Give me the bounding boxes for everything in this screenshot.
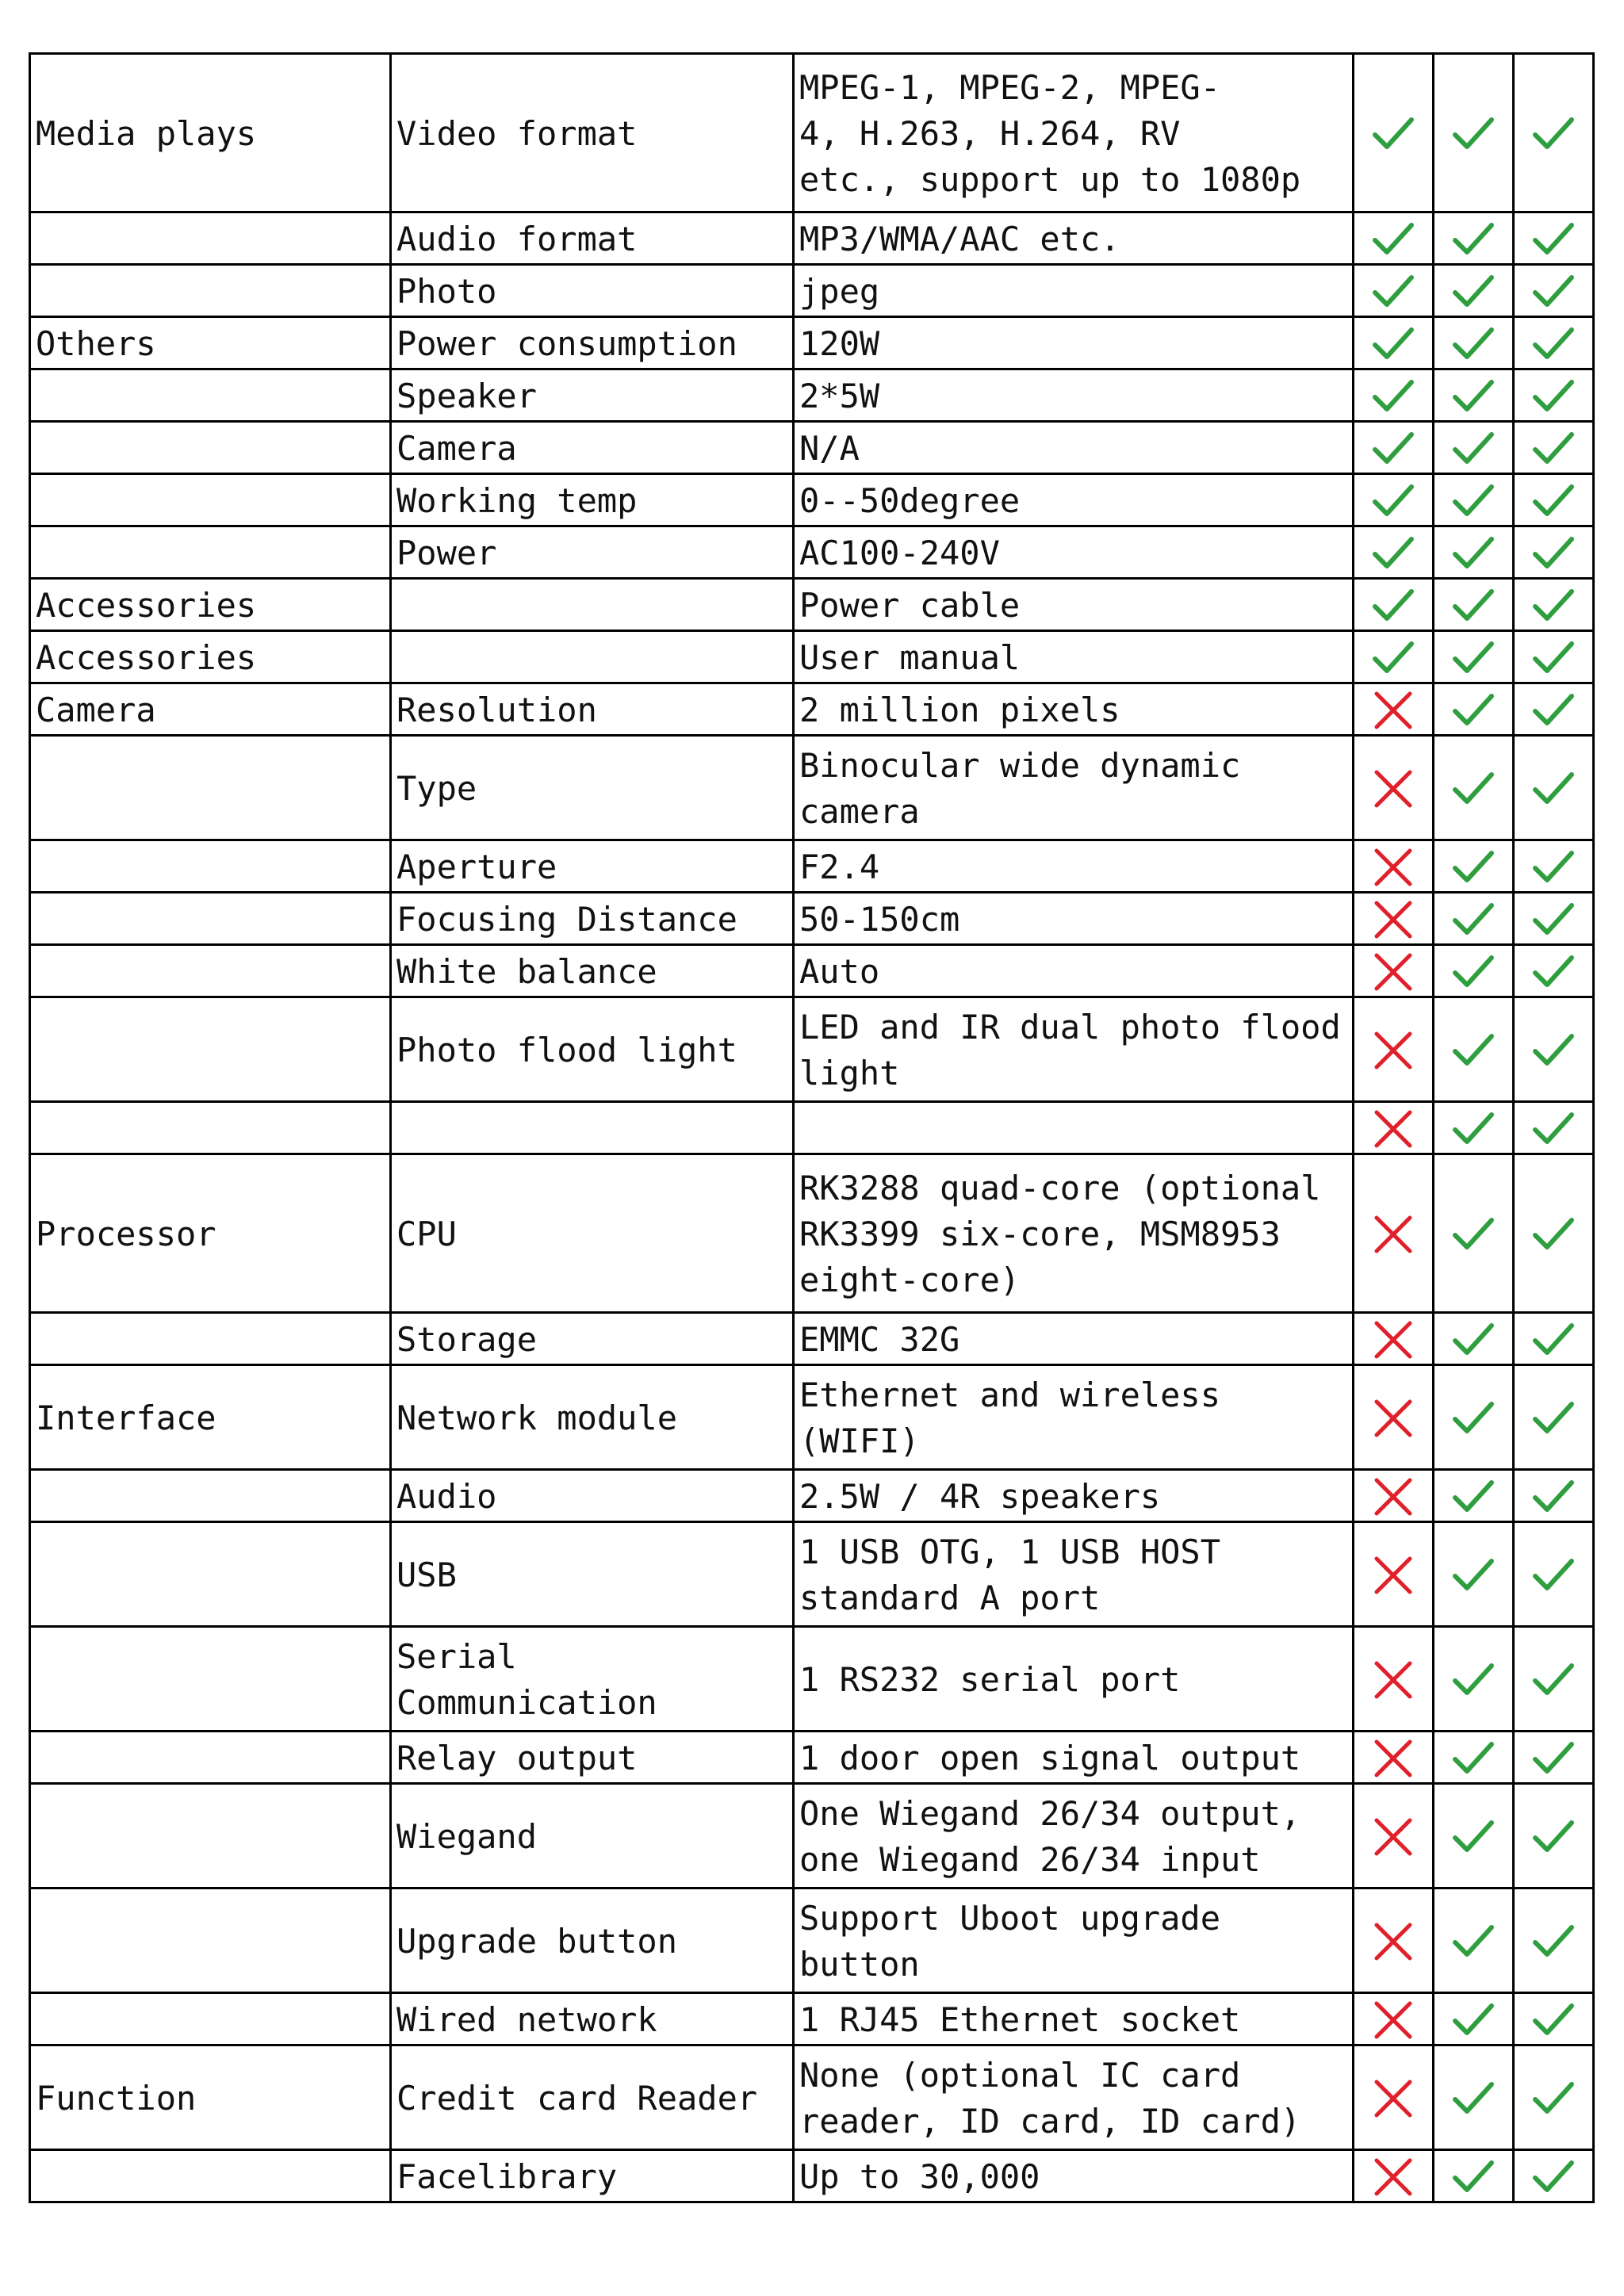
value-cell: EMMC 32G xyxy=(794,1313,1354,1365)
status-cell-2 xyxy=(1434,893,1514,945)
value-cell: Ethernet and wireless (WIFI) xyxy=(794,1365,1354,1470)
category-cell: Interface xyxy=(30,1365,391,1470)
check-icon xyxy=(1531,113,1576,155)
table-row xyxy=(30,265,1594,317)
check-icon xyxy=(1531,480,1576,522)
status-cell-3 xyxy=(1514,1993,1594,2045)
check-icon xyxy=(1531,1816,1576,1858)
status-cell-1 xyxy=(1354,54,1434,212)
cross-icon xyxy=(1371,1816,1415,1858)
check-icon xyxy=(1531,376,1576,417)
check-icon xyxy=(1531,323,1576,365)
status-cell-2 xyxy=(1434,212,1514,265)
status-cell-3 xyxy=(1514,1888,1594,1993)
item-cell: Photo flood light xyxy=(391,997,794,1102)
status-cell-2 xyxy=(1434,631,1514,683)
check-icon xyxy=(1451,637,1496,679)
item-cell: Storage xyxy=(391,1313,794,1365)
check-icon xyxy=(1371,376,1415,417)
item-cell: Power consumption xyxy=(391,317,794,369)
category-cell xyxy=(30,1313,391,1365)
status-cell-2 xyxy=(1434,1365,1514,1470)
check-icon xyxy=(1451,2078,1496,2119)
status-cell-3 xyxy=(1514,54,1594,212)
category-cell xyxy=(30,526,391,579)
spec-table-body xyxy=(30,54,1594,2202)
table-row xyxy=(30,1888,1594,1993)
status-cell-1 xyxy=(1354,526,1434,579)
status-cell-2 xyxy=(1434,1627,1514,1732)
value-cell: 1 RS232 serial port xyxy=(794,1627,1354,1732)
check-icon xyxy=(1531,1555,1576,1596)
table-row xyxy=(30,1102,1594,1154)
cross-icon xyxy=(1371,1921,1415,1962)
category-cell: Accessories xyxy=(30,579,391,631)
status-cell-3 xyxy=(1514,317,1594,369)
value-cell: One Wiegand 26/34 output, one Wiegand 26/34 input xyxy=(794,1784,1354,1888)
status-cell-1 xyxy=(1354,1102,1434,1154)
cross-icon xyxy=(1371,1659,1415,1701)
status-cell-1 xyxy=(1354,1522,1434,1627)
value-cell: N/A xyxy=(794,422,1354,474)
value-cell: 50-150cm xyxy=(794,893,1354,945)
status-cell-1 xyxy=(1354,893,1434,945)
value-cell: jpeg xyxy=(794,265,1354,317)
status-cell-2 xyxy=(1434,474,1514,526)
check-icon xyxy=(1371,428,1415,469)
item-cell: Audio xyxy=(391,1470,794,1522)
item-cell: Power xyxy=(391,526,794,579)
status-cell-2 xyxy=(1434,422,1514,474)
value-cell: Support Uboot upgrade button xyxy=(794,1888,1354,1993)
table-row xyxy=(30,1154,1594,1313)
status-cell-1 xyxy=(1354,631,1434,683)
item-cell: USB xyxy=(391,1522,794,1627)
status-cell-1 xyxy=(1354,1627,1434,1732)
table-row xyxy=(30,1470,1594,1522)
cross-icon xyxy=(1371,1738,1415,1779)
check-icon xyxy=(1451,1319,1496,1360)
table-row xyxy=(30,945,1594,997)
value-cell: MP3/WMA/AAC etc. xyxy=(794,212,1354,265)
table-row xyxy=(30,997,1594,1102)
status-cell-2 xyxy=(1434,526,1514,579)
status-cell-3 xyxy=(1514,736,1594,840)
table-row xyxy=(30,1627,1594,1732)
check-icon xyxy=(1451,1108,1496,1150)
table-row xyxy=(30,1313,1594,1365)
check-icon xyxy=(1451,533,1496,574)
category-cell xyxy=(30,945,391,997)
status-cell-1 xyxy=(1354,1313,1434,1365)
check-icon xyxy=(1531,768,1576,809)
status-cell-3 xyxy=(1514,1627,1594,1732)
status-cell-2 xyxy=(1434,369,1514,422)
check-icon xyxy=(1531,585,1576,626)
cross-icon xyxy=(1371,1319,1415,1360)
status-cell-3 xyxy=(1514,2150,1594,2202)
check-icon xyxy=(1531,899,1576,940)
check-icon xyxy=(1451,1030,1496,1071)
table-row xyxy=(30,579,1594,631)
value-cell: 0--50degree xyxy=(794,474,1354,526)
status-cell-3 xyxy=(1514,2045,1594,2150)
check-icon xyxy=(1451,585,1496,626)
table-row xyxy=(30,212,1594,265)
item-cell: Type xyxy=(391,736,794,840)
item-cell: Wired network xyxy=(391,1993,794,2045)
check-icon xyxy=(1451,951,1496,993)
check-icon xyxy=(1531,1738,1576,1779)
value-cell: 1 RJ45 Ethernet socket xyxy=(794,1993,1354,2045)
check-icon xyxy=(1451,847,1496,888)
check-icon xyxy=(1531,1999,1576,2041)
item-cell: Wiegand xyxy=(391,1784,794,1888)
check-icon xyxy=(1531,271,1576,312)
table-row xyxy=(30,1522,1594,1627)
cross-icon xyxy=(1371,951,1415,993)
status-cell-2 xyxy=(1434,1784,1514,1888)
item-cell xyxy=(391,1102,794,1154)
item-cell: Resolution xyxy=(391,683,794,736)
item-cell: Video format xyxy=(391,54,794,212)
category-cell xyxy=(30,1102,391,1154)
value-cell: AC100-240V xyxy=(794,526,1354,579)
status-cell-3 xyxy=(1514,945,1594,997)
check-icon xyxy=(1451,219,1496,260)
check-icon xyxy=(1371,219,1415,260)
value-cell: 2.5W / 4R speakers xyxy=(794,1470,1354,1522)
status-cell-2 xyxy=(1434,997,1514,1102)
value-cell: F2.4 xyxy=(794,840,1354,893)
table-row xyxy=(30,1993,1594,2045)
check-icon xyxy=(1531,2078,1576,2119)
status-cell-3 xyxy=(1514,1154,1594,1313)
value-cell: MPEG-1, MPEG-2, MPEG- 4, H.263, H.264, RV etc., support up to 1080p xyxy=(794,54,1354,212)
category-cell: Function xyxy=(30,2045,391,2150)
cross-icon xyxy=(1371,1999,1415,2041)
status-cell-3 xyxy=(1514,1313,1594,1365)
status-cell-3 xyxy=(1514,1522,1594,1627)
status-cell-3 xyxy=(1514,1102,1594,1154)
table-row xyxy=(30,526,1594,579)
check-icon xyxy=(1531,637,1576,679)
status-cell-2 xyxy=(1434,683,1514,736)
check-icon xyxy=(1371,480,1415,522)
category-cell xyxy=(30,840,391,893)
status-cell-2 xyxy=(1434,736,1514,840)
category-cell: Others xyxy=(30,317,391,369)
check-icon xyxy=(1531,428,1576,469)
category-cell xyxy=(30,1470,391,1522)
value-cell: Power cable xyxy=(794,579,1354,631)
value-cell: 1 USB OTG, 1 USB HOST standard A port xyxy=(794,1522,1354,1627)
check-icon xyxy=(1451,376,1496,417)
item-cell: Audio format xyxy=(391,212,794,265)
cross-icon xyxy=(1371,847,1415,888)
status-cell-1 xyxy=(1354,1888,1434,1993)
status-cell-1 xyxy=(1354,2150,1434,2202)
status-cell-3 xyxy=(1514,1732,1594,1784)
table-row xyxy=(30,369,1594,422)
status-cell-1 xyxy=(1354,1470,1434,1522)
item-cell xyxy=(391,631,794,683)
value-cell: 2 million pixels xyxy=(794,683,1354,736)
item-cell: Camera xyxy=(391,422,794,474)
status-cell-2 xyxy=(1434,2045,1514,2150)
status-cell-1 xyxy=(1354,736,1434,840)
value-cell: User manual xyxy=(794,631,1354,683)
check-icon xyxy=(1531,1108,1576,1150)
check-icon xyxy=(1531,1659,1576,1701)
check-icon xyxy=(1531,533,1576,574)
table-row xyxy=(30,736,1594,840)
item-cell xyxy=(391,579,794,631)
status-cell-3 xyxy=(1514,893,1594,945)
value-cell: 2*5W xyxy=(794,369,1354,422)
item-cell: Serial Communication xyxy=(391,1627,794,1732)
status-cell-3 xyxy=(1514,1365,1594,1470)
category-cell xyxy=(30,1888,391,1993)
status-cell-2 xyxy=(1434,1470,1514,1522)
status-cell-3 xyxy=(1514,631,1594,683)
status-cell-1 xyxy=(1354,212,1434,265)
item-cell: CPU xyxy=(391,1154,794,1313)
table-row xyxy=(30,422,1594,474)
status-cell-3 xyxy=(1514,840,1594,893)
table-row xyxy=(30,2150,1594,2202)
status-cell-1 xyxy=(1354,997,1434,1102)
table-row xyxy=(30,1732,1594,1784)
status-cell-2 xyxy=(1434,317,1514,369)
check-icon xyxy=(1451,1738,1496,1779)
status-cell-1 xyxy=(1354,1154,1434,1313)
cross-icon xyxy=(1371,768,1415,809)
status-cell-3 xyxy=(1514,422,1594,474)
check-icon xyxy=(1451,768,1496,809)
item-cell: Photo xyxy=(391,265,794,317)
value-cell: 1 door open signal output xyxy=(794,1732,1354,1784)
status-cell-1 xyxy=(1354,1993,1434,2045)
status-cell-3 xyxy=(1514,212,1594,265)
table-row xyxy=(30,474,1594,526)
status-cell-1 xyxy=(1354,1365,1434,1470)
value-cell: RK3288 quad-core (optional RK3399 six-core, MSM8953 eight-core) xyxy=(794,1154,1354,1313)
category-cell xyxy=(30,736,391,840)
check-icon xyxy=(1451,1659,1496,1701)
check-icon xyxy=(1531,1921,1576,1962)
cross-icon xyxy=(1371,1214,1415,1255)
check-icon xyxy=(1451,1921,1496,1962)
status-cell-1 xyxy=(1354,945,1434,997)
check-icon xyxy=(1531,1398,1576,1439)
item-cell: White balance xyxy=(391,945,794,997)
check-icon xyxy=(1451,1214,1496,1255)
check-icon xyxy=(1371,533,1415,574)
table-row xyxy=(30,840,1594,893)
status-cell-2 xyxy=(1434,1993,1514,2045)
status-cell-1 xyxy=(1354,579,1434,631)
check-icon xyxy=(1531,1214,1576,1255)
status-cell-1 xyxy=(1354,2045,1434,2150)
status-cell-2 xyxy=(1434,1888,1514,1993)
value-cell: None (optional IC card reader, ID card, ID card) xyxy=(794,2045,1354,2150)
cross-icon xyxy=(1371,899,1415,940)
check-icon xyxy=(1451,2156,1496,2198)
status-cell-1 xyxy=(1354,1732,1434,1784)
check-icon xyxy=(1371,113,1415,155)
status-cell-2 xyxy=(1434,840,1514,893)
table-row xyxy=(30,631,1594,683)
cross-icon xyxy=(1371,1555,1415,1596)
check-icon xyxy=(1531,219,1576,260)
item-cell: Speaker xyxy=(391,369,794,422)
item-cell: Network module xyxy=(391,1365,794,1470)
check-icon xyxy=(1531,1319,1576,1360)
status-cell-3 xyxy=(1514,997,1594,1102)
item-cell: Credit card Reader xyxy=(391,2045,794,2150)
status-cell-1 xyxy=(1354,317,1434,369)
category-cell xyxy=(30,893,391,945)
cross-icon xyxy=(1371,1398,1415,1439)
status-cell-2 xyxy=(1434,1154,1514,1313)
status-cell-3 xyxy=(1514,265,1594,317)
status-cell-1 xyxy=(1354,265,1434,317)
check-icon xyxy=(1531,1476,1576,1517)
status-cell-2 xyxy=(1434,1102,1514,1154)
check-icon xyxy=(1451,690,1496,731)
status-cell-2 xyxy=(1434,2150,1514,2202)
check-icon xyxy=(1451,428,1496,469)
check-icon xyxy=(1451,1398,1496,1439)
category-cell xyxy=(30,474,391,526)
check-icon xyxy=(1371,271,1415,312)
category-cell xyxy=(30,369,391,422)
status-cell-3 xyxy=(1514,1470,1594,1522)
check-icon xyxy=(1451,480,1496,522)
status-cell-1 xyxy=(1354,474,1434,526)
status-cell-1 xyxy=(1354,683,1434,736)
category-cell: Accessories xyxy=(30,631,391,683)
category-cell xyxy=(30,997,391,1102)
check-icon xyxy=(1451,113,1496,155)
category-cell: Processor xyxy=(30,1154,391,1313)
status-cell-3 xyxy=(1514,579,1594,631)
cross-icon xyxy=(1371,690,1415,731)
item-cell: Relay output xyxy=(391,1732,794,1784)
status-cell-2 xyxy=(1434,54,1514,212)
check-icon xyxy=(1531,690,1576,731)
check-icon xyxy=(1531,951,1576,993)
status-cell-2 xyxy=(1434,1522,1514,1627)
check-icon xyxy=(1531,2156,1576,2198)
cross-icon xyxy=(1371,2156,1415,2198)
check-icon xyxy=(1371,585,1415,626)
category-cell: Media plays xyxy=(30,54,391,212)
table-row xyxy=(30,1365,1594,1470)
check-icon xyxy=(1451,1555,1496,1596)
status-cell-2 xyxy=(1434,579,1514,631)
check-icon xyxy=(1451,1999,1496,2041)
category-cell: Camera xyxy=(30,683,391,736)
status-cell-1 xyxy=(1354,840,1434,893)
status-cell-3 xyxy=(1514,526,1594,579)
spec-table xyxy=(29,52,1595,2203)
status-cell-2 xyxy=(1434,1313,1514,1365)
category-cell xyxy=(30,1627,391,1732)
value-cell: LED and IR dual photo flood light xyxy=(794,997,1354,1102)
item-cell: Upgrade button xyxy=(391,1888,794,1993)
item-cell: Working temp xyxy=(391,474,794,526)
table-row xyxy=(30,317,1594,369)
cross-icon xyxy=(1371,1030,1415,1071)
cross-icon xyxy=(1371,2078,1415,2119)
check-icon xyxy=(1451,323,1496,365)
check-icon xyxy=(1371,637,1415,679)
check-icon xyxy=(1451,1816,1496,1858)
status-cell-2 xyxy=(1434,1732,1514,1784)
status-cell-1 xyxy=(1354,422,1434,474)
category-cell xyxy=(30,212,391,265)
table-row xyxy=(30,893,1594,945)
item-cell: Facelibrary xyxy=(391,2150,794,2202)
table-row xyxy=(30,54,1594,212)
check-icon xyxy=(1451,271,1496,312)
value-cell: Binocular wide dynamic camera xyxy=(794,736,1354,840)
check-icon xyxy=(1451,1476,1496,1517)
table-row xyxy=(30,1784,1594,1888)
category-cell xyxy=(30,1784,391,1888)
status-cell-2 xyxy=(1434,265,1514,317)
category-cell xyxy=(30,1732,391,1784)
status-cell-2 xyxy=(1434,945,1514,997)
cross-icon xyxy=(1371,1476,1415,1517)
check-icon xyxy=(1531,847,1576,888)
category-cell xyxy=(30,2150,391,2202)
value-cell xyxy=(794,1102,1354,1154)
status-cell-1 xyxy=(1354,369,1434,422)
item-cell: Aperture xyxy=(391,840,794,893)
status-cell-3 xyxy=(1514,683,1594,736)
category-cell xyxy=(30,265,391,317)
value-cell: Auto xyxy=(794,945,1354,997)
value-cell: Up to 30,000 xyxy=(794,2150,1354,2202)
status-cell-3 xyxy=(1514,1784,1594,1888)
status-cell-3 xyxy=(1514,474,1594,526)
table-row xyxy=(30,683,1594,736)
category-cell xyxy=(30,1522,391,1627)
status-cell-3 xyxy=(1514,369,1594,422)
status-cell-1 xyxy=(1354,1784,1434,1888)
item-cell: Focusing Distance xyxy=(391,893,794,945)
value-cell: 120W xyxy=(794,317,1354,369)
check-icon xyxy=(1451,899,1496,940)
check-icon xyxy=(1371,323,1415,365)
cross-icon xyxy=(1371,1108,1415,1150)
check-icon xyxy=(1531,1030,1576,1071)
category-cell xyxy=(30,422,391,474)
category-cell xyxy=(30,1993,391,2045)
table-row xyxy=(30,2045,1594,2150)
